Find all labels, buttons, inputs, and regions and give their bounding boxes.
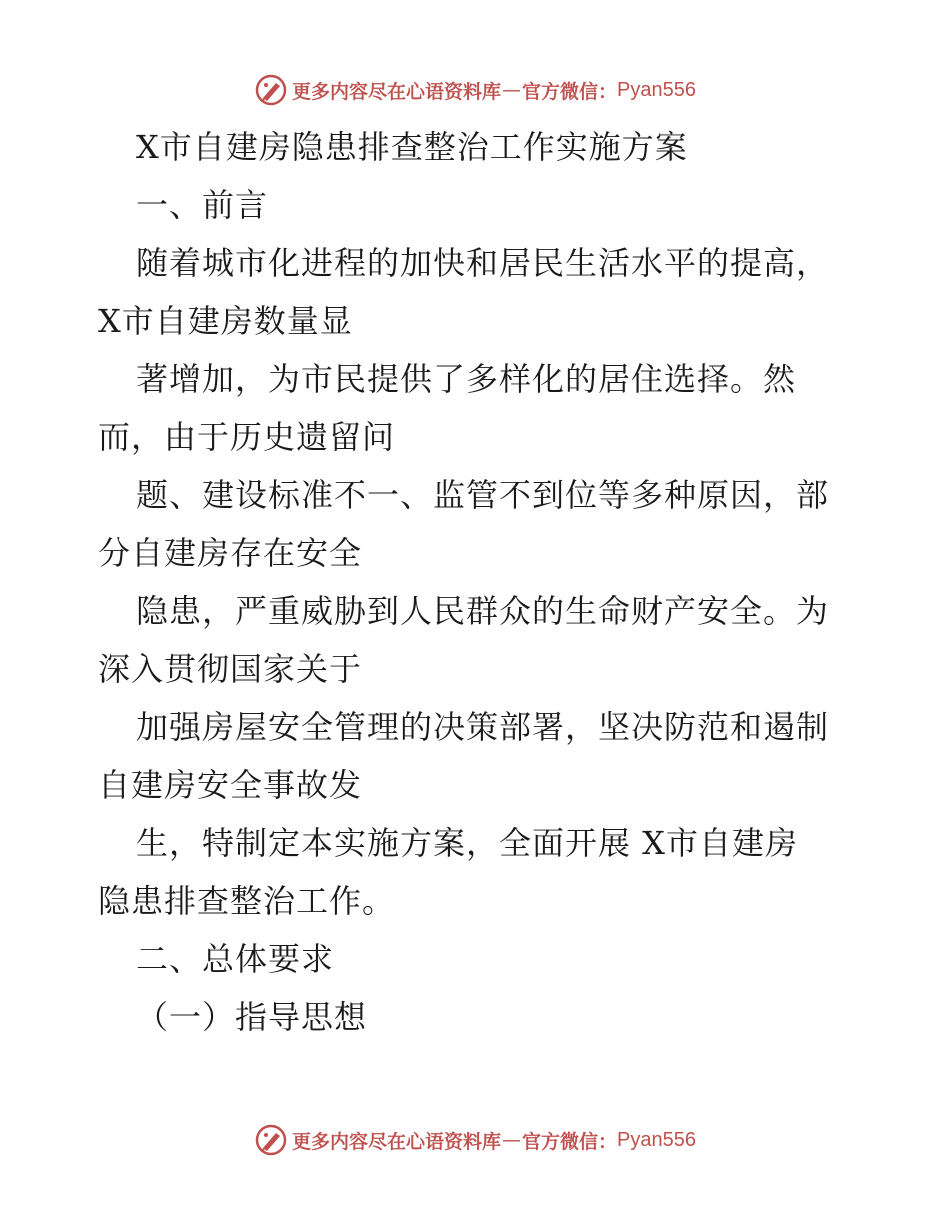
- paragraph-line: X市自建房数量显: [98, 302, 353, 340]
- watermark-wechat-label: 官方微信：: [522, 80, 618, 103]
- paragraph-line: 题、建设标准不一、监管不到位等多种原因，部: [136, 476, 830, 514]
- watermark-text: 更多内容尽在心语资料库: [292, 80, 502, 103]
- paragraph-line: 深入贯彻国家关于: [98, 650, 363, 688]
- paragraph-line: 著增加，为市民提供了多样化的居住选择。然: [136, 360, 797, 398]
- watermark-separator: —: [502, 79, 522, 101]
- paragraph-line: 随着城市化进程的加快和居民生活水平的提高，: [136, 244, 830, 282]
- watermark-wechat-id: Pyan556: [617, 1128, 696, 1151]
- watermark-wechat-label: 官方微信：: [522, 1130, 618, 1153]
- subsection-heading-guiding-ideology: （一）指导思想: [136, 998, 368, 1036]
- paragraph-line: 分自建房存在安全: [98, 534, 363, 572]
- paragraph-line: 生，特制定本实施方案，全面开展 X市自建房: [136, 824, 798, 862]
- document-title: X市自建房隐患排查整治工作实施方案: [136, 128, 688, 166]
- pen-logo-icon: [254, 1123, 288, 1157]
- document-body: [98, 118, 858, 1046]
- watermark-header: [0, 70, 950, 110]
- watermark-footer: [0, 1120, 950, 1160]
- paragraph-line: 自建房安全事故发: [98, 766, 363, 804]
- paragraph-line: 隐患，严重威胁到人民群众的生命财产安全。为: [136, 592, 830, 630]
- paragraph-line: 加强房屋安全管理的决策部署，坚决防范和遏制: [136, 708, 830, 746]
- watermark-text: 更多内容尽在心语资料库: [292, 1130, 502, 1153]
- section-heading-requirements: 二、总体要求: [136, 940, 335, 978]
- pen-logo-icon: [254, 73, 288, 107]
- section-heading-preface: 一、前言: [136, 186, 269, 224]
- paragraph-line: 而，由于历史遗留问: [98, 418, 396, 456]
- watermark-separator: —: [502, 1129, 522, 1151]
- watermark-wechat-id: Pyan556: [617, 78, 696, 101]
- paragraph-line: 隐患排查整治工作。: [98, 882, 396, 920]
